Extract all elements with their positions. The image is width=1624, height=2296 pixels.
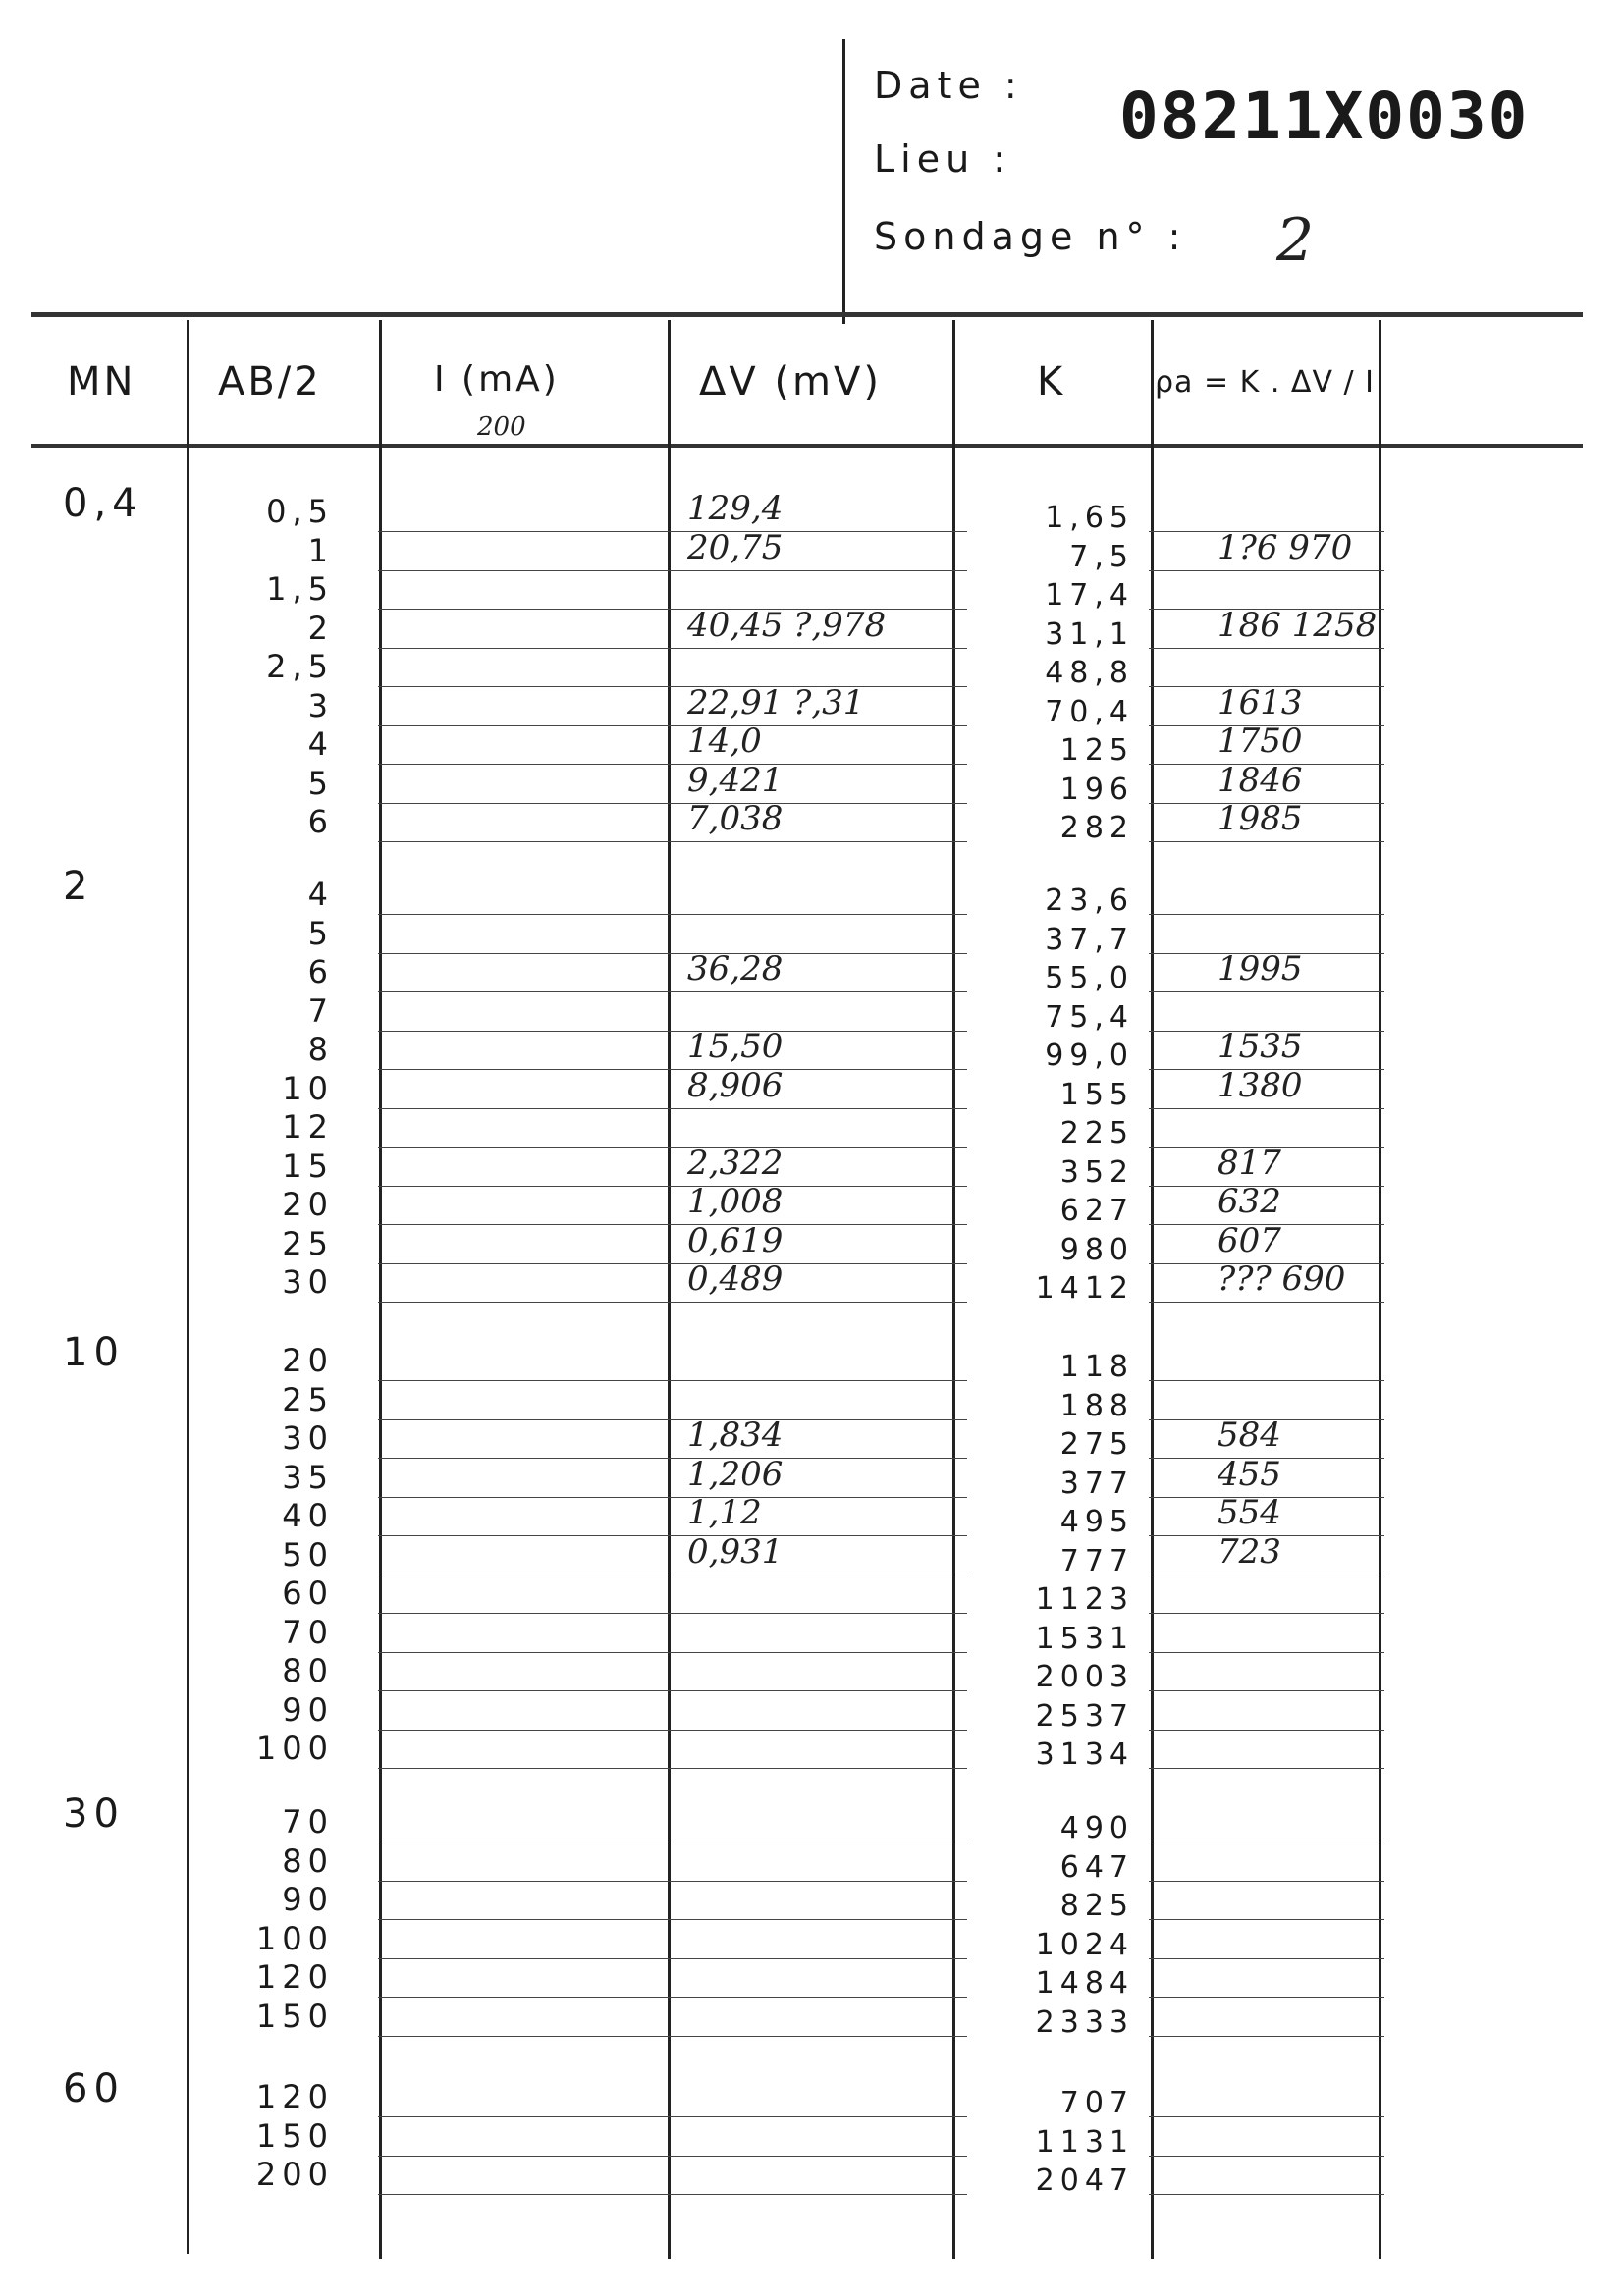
col-divider-3 bbox=[668, 320, 671, 2259]
dv-value: 1,834 bbox=[687, 1415, 784, 1455]
dv-value: 15,50 bbox=[687, 1027, 784, 1066]
rho-value: 1?6 970 bbox=[1218, 527, 1353, 567]
mn-value: 0,4 bbox=[63, 481, 143, 526]
rho-value: 1985 bbox=[1218, 799, 1303, 838]
k-value: 2537 bbox=[1035, 1698, 1134, 1734]
ab2-value: 20 bbox=[282, 1342, 334, 1379]
row-line bbox=[378, 1497, 967, 1498]
k-value: 225 bbox=[1059, 1116, 1134, 1150]
row-line bbox=[1149, 2116, 1384, 2117]
row-line bbox=[378, 648, 967, 649]
k-value: 37,7 bbox=[1045, 922, 1134, 957]
k-value: 1531 bbox=[1035, 1621, 1134, 1656]
rho-value: 554 bbox=[1218, 1493, 1281, 1532]
ab2-value: 7 bbox=[307, 991, 334, 1030]
sondage-value: 2 bbox=[1276, 206, 1315, 275]
dv-value: 36,28 bbox=[687, 949, 784, 988]
ab2-value: 30 bbox=[282, 1263, 334, 1301]
row-line bbox=[378, 686, 967, 687]
row-line bbox=[378, 1031, 967, 1032]
column-header-rule bbox=[31, 444, 1583, 448]
row-line bbox=[378, 953, 967, 954]
ab2-value: 70 bbox=[282, 1803, 334, 1841]
k-value: 377 bbox=[1059, 1466, 1134, 1501]
ab2-value: 100 bbox=[255, 1919, 334, 1957]
row-line bbox=[378, 1186, 967, 1187]
k-value: 55,0 bbox=[1045, 961, 1134, 995]
row-line bbox=[1149, 991, 1384, 992]
date-label: Date : bbox=[874, 64, 1023, 107]
dv-value: 1,008 bbox=[687, 1182, 784, 1221]
k-value: 48,8 bbox=[1045, 656, 1134, 690]
rho-value: 1380 bbox=[1218, 1065, 1303, 1105]
dv-value: 14,0 bbox=[687, 721, 762, 761]
rho-value: 1750 bbox=[1218, 721, 1303, 761]
k-value: 99,0 bbox=[1045, 1039, 1134, 1073]
ab2-value: 1 bbox=[307, 531, 334, 569]
row-line bbox=[1149, 1652, 1384, 1653]
row-line bbox=[378, 1419, 967, 1420]
k-value: 627 bbox=[1059, 1194, 1134, 1228]
row-line bbox=[378, 1958, 967, 1959]
k-value: 1412 bbox=[1035, 1271, 1134, 1306]
ab2-value: 2,5 bbox=[266, 648, 334, 685]
k-value: 495 bbox=[1059, 1505, 1134, 1539]
row-line bbox=[378, 1768, 967, 1769]
ab2-value: 80 bbox=[282, 1842, 334, 1880]
rho-value: 1535 bbox=[1218, 1027, 1303, 1066]
row-line bbox=[378, 1263, 967, 1264]
k-value: 980 bbox=[1059, 1232, 1134, 1267]
ab2-value: 3 bbox=[307, 686, 334, 724]
k-value: 1,65 bbox=[1045, 501, 1134, 535]
row-line bbox=[378, 570, 967, 571]
row-line bbox=[378, 725, 967, 726]
row-line bbox=[378, 841, 967, 842]
rho-value: 1995 bbox=[1218, 949, 1303, 988]
ab2-value: 8 bbox=[307, 1031, 334, 1068]
row-line bbox=[378, 1690, 967, 1691]
dv-value: 7,038 bbox=[687, 799, 784, 838]
ab2-value: 80 bbox=[282, 1652, 334, 1689]
k-value: 7,5 bbox=[1069, 539, 1134, 574]
dv-value: 40,45 ?,978 bbox=[687, 605, 887, 645]
dv-value: 22,91 ?,31 bbox=[687, 682, 865, 722]
ab2-value: 90 bbox=[282, 1690, 334, 1729]
rho-value: 817 bbox=[1218, 1143, 1281, 1183]
col-header-rho: ρa = K . ΔV / I bbox=[1155, 365, 1375, 400]
col-header-i-note: 200 bbox=[477, 412, 526, 442]
row-line bbox=[378, 1997, 967, 1998]
k-value: 352 bbox=[1059, 1154, 1134, 1190]
dv-value: 129,4 bbox=[687, 489, 784, 528]
ab2-value: 5 bbox=[307, 764, 334, 802]
ab2-value: 40 bbox=[282, 1497, 334, 1534]
row-line bbox=[378, 1535, 967, 1536]
sondage-label: Sondage n° : bbox=[874, 215, 1187, 258]
row-line bbox=[1149, 1768, 1384, 1769]
row-line bbox=[1149, 1881, 1384, 1882]
mn-value: 2 bbox=[63, 864, 94, 909]
k-value: 275 bbox=[1059, 1427, 1134, 1462]
row-line bbox=[378, 1147, 967, 1148]
col-divider-1 bbox=[187, 320, 189, 2254]
rho-value: 455 bbox=[1218, 1454, 1281, 1494]
dv-value: 2,322 bbox=[687, 1143, 784, 1183]
rho-value: 723 bbox=[1218, 1531, 1281, 1572]
k-value: 1484 bbox=[1035, 1966, 1134, 2001]
dv-value: 0,619 bbox=[687, 1220, 784, 1260]
row-line bbox=[378, 1458, 967, 1459]
ab2-value: 25 bbox=[282, 1380, 334, 1418]
col-header-i: I (mA) bbox=[434, 359, 560, 400]
k-value: 188 bbox=[1059, 1388, 1134, 1423]
row-line bbox=[378, 803, 967, 804]
k-value: 70,4 bbox=[1045, 694, 1134, 729]
row-line bbox=[1149, 570, 1384, 571]
ab2-value: 50 bbox=[282, 1535, 334, 1574]
k-value: 23,6 bbox=[1045, 883, 1134, 918]
ab2-value: 200 bbox=[255, 2156, 334, 2193]
row-line bbox=[378, 914, 967, 915]
rho-value: ??? 690 bbox=[1218, 1259, 1346, 1299]
row-line bbox=[378, 1380, 967, 1381]
col-header-k: K bbox=[1037, 359, 1066, 404]
k-value: 2333 bbox=[1035, 2004, 1134, 2040]
row-line bbox=[378, 764, 967, 765]
k-value: 647 bbox=[1059, 1849, 1134, 1885]
ab2-value: 35 bbox=[282, 1458, 334, 1496]
k-value: 75,4 bbox=[1045, 999, 1134, 1035]
rho-value: 1846 bbox=[1218, 760, 1303, 800]
k-value: 1131 bbox=[1035, 2124, 1134, 2160]
ab2-value: 90 bbox=[282, 1881, 334, 1918]
row-line bbox=[1149, 2194, 1384, 2195]
rho-value: 632 bbox=[1218, 1182, 1281, 1221]
rho-value: 584 bbox=[1218, 1415, 1281, 1455]
row-line bbox=[378, 1652, 967, 1653]
ab2-value: 2 bbox=[307, 609, 334, 647]
col-divider-6 bbox=[1379, 320, 1381, 2259]
lieu-label: Lieu : bbox=[874, 137, 1012, 181]
row-line bbox=[1149, 648, 1384, 649]
k-value: 825 bbox=[1059, 1889, 1134, 1923]
row-line bbox=[378, 1224, 967, 1225]
ab2-value: 4 bbox=[307, 876, 334, 913]
row-line bbox=[1149, 2156, 1384, 2157]
row-line bbox=[1149, 1730, 1384, 1731]
row-line bbox=[378, 991, 967, 992]
row-line bbox=[378, 1881, 967, 1882]
row-line bbox=[1149, 1958, 1384, 1959]
k-value: 1024 bbox=[1035, 1927, 1134, 1962]
ab2-value: 120 bbox=[255, 2078, 334, 2115]
dv-value: 20,75 bbox=[687, 527, 784, 567]
ab2-value: 12 bbox=[282, 1108, 334, 1146]
ab2-value: 6 bbox=[307, 803, 334, 840]
row-line bbox=[1149, 914, 1384, 915]
k-value: 2003 bbox=[1035, 1660, 1134, 1694]
ab2-value: 15 bbox=[282, 1147, 334, 1185]
col-header-ab2: AB/2 bbox=[218, 359, 322, 404]
row-line bbox=[378, 531, 967, 532]
header-box-left-border bbox=[842, 39, 845, 324]
rho-value: 607 bbox=[1218, 1220, 1281, 1260]
ab2-value: 150 bbox=[255, 1997, 334, 2035]
ab2-value: 20 bbox=[282, 1186, 334, 1223]
row-line bbox=[1149, 2036, 1384, 2037]
row-line bbox=[1149, 1919, 1384, 1920]
dv-value: 0,489 bbox=[687, 1259, 784, 1299]
ab2-value: 25 bbox=[282, 1224, 334, 1262]
k-value: 118 bbox=[1059, 1350, 1134, 1384]
row-line bbox=[378, 2036, 967, 2037]
mn-value: 30 bbox=[63, 1791, 125, 1837]
row-line bbox=[1149, 1108, 1384, 1109]
k-value: 17,4 bbox=[1045, 578, 1134, 613]
col-divider-2 bbox=[379, 320, 382, 2259]
col-header-dv: ΔV (mV) bbox=[699, 359, 882, 404]
ab2-value: 6 bbox=[307, 953, 334, 990]
row-line bbox=[1149, 1690, 1384, 1691]
rho-value: 1613 bbox=[1218, 682, 1303, 722]
ab2-value: 150 bbox=[255, 2116, 334, 2155]
mn-value: 10 bbox=[63, 1330, 125, 1375]
header-bottom-rule bbox=[31, 312, 1583, 317]
row-line bbox=[1149, 1380, 1384, 1381]
row-line bbox=[378, 2194, 967, 2195]
ab2-value: 30 bbox=[282, 1419, 334, 1457]
ab2-value: 5 bbox=[307, 914, 334, 952]
k-value: 196 bbox=[1059, 772, 1134, 807]
row-line bbox=[378, 1919, 967, 1920]
document-id: 08211X0030 bbox=[1119, 79, 1530, 154]
k-value: 707 bbox=[1059, 2086, 1134, 2120]
k-value: 777 bbox=[1059, 1543, 1134, 1578]
dv-value: 0,931 bbox=[687, 1531, 784, 1572]
dv-value: 1,12 bbox=[687, 1493, 762, 1532]
col-header-mn: MN bbox=[67, 359, 136, 404]
row-line bbox=[378, 2116, 967, 2117]
k-value: 3134 bbox=[1035, 1737, 1134, 1772]
row-line bbox=[378, 1069, 967, 1070]
k-value: 125 bbox=[1059, 733, 1134, 768]
ab2-value: 70 bbox=[282, 1613, 334, 1651]
k-value: 31,1 bbox=[1045, 616, 1134, 652]
row-line bbox=[1149, 1997, 1384, 1998]
row-line bbox=[378, 1613, 967, 1614]
ab2-value: 120 bbox=[255, 1958, 334, 1996]
col-divider-5 bbox=[1151, 320, 1154, 2259]
dv-value: 9,421 bbox=[687, 760, 784, 800]
row-line bbox=[378, 1108, 967, 1109]
row-line bbox=[1149, 1302, 1384, 1303]
col-divider-4 bbox=[952, 320, 955, 2259]
k-value: 1123 bbox=[1035, 1582, 1134, 1617]
dv-value: 8,906 bbox=[687, 1065, 784, 1105]
ab2-value: 1,5 bbox=[266, 570, 334, 608]
ab2-value: 4 bbox=[307, 725, 334, 763]
mn-value: 60 bbox=[63, 2066, 125, 2111]
k-value: 2047 bbox=[1035, 2163, 1134, 2198]
k-value: 155 bbox=[1059, 1077, 1134, 1112]
row-line bbox=[378, 1730, 967, 1731]
row-line bbox=[1149, 841, 1384, 842]
ab2-value: 0,5 bbox=[266, 493, 334, 530]
ab2-value: 60 bbox=[282, 1575, 334, 1612]
row-line bbox=[378, 2156, 967, 2157]
dv-value: 1,206 bbox=[687, 1454, 784, 1494]
ab2-value: 100 bbox=[255, 1730, 334, 1767]
k-value: 490 bbox=[1059, 1811, 1134, 1845]
rho-value: 186 1258 bbox=[1218, 605, 1378, 645]
k-value: 282 bbox=[1059, 811, 1134, 845]
row-line bbox=[1149, 1613, 1384, 1614]
ab2-value: 10 bbox=[282, 1069, 334, 1107]
row-line bbox=[378, 1302, 967, 1303]
